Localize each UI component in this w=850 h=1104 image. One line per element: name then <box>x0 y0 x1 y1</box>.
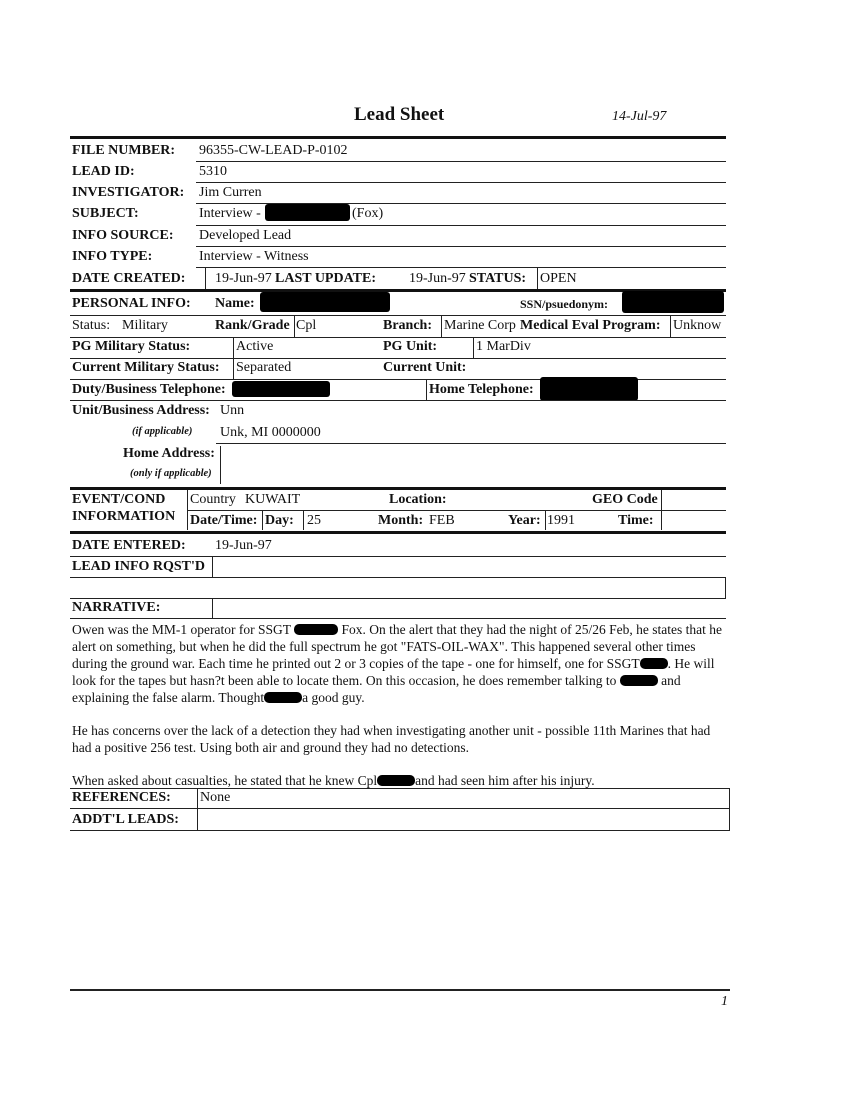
medical-eval-value: Unknow <box>673 318 722 333</box>
day-label: Day: <box>265 513 294 528</box>
redaction-inline <box>264 692 302 703</box>
page-number: 1 <box>721 994 728 1009</box>
info-type-value: Interview - Witness <box>199 249 309 264</box>
if-applicable-note: (if applicable) <box>132 426 193 437</box>
date-entered-label: DATE ENTERED: <box>72 538 186 553</box>
redaction-inline <box>620 675 658 686</box>
pg-unit-label: PG Unit: <box>383 339 438 354</box>
narrative-body <box>72 621 732 805</box>
event-label-line1: EVENT/COND <box>72 492 166 507</box>
subject-label: SUBJECT: <box>72 206 139 221</box>
file-number-label: FILE NUMBER: <box>72 143 176 158</box>
rank-value: Cpl <box>296 318 317 333</box>
footer-rule <box>70 989 730 991</box>
top-rule <box>70 136 726 139</box>
rank-label: Rank/Grade <box>215 318 290 333</box>
addtl-leads-label: ADDT'L LEADS: <box>72 812 179 827</box>
current-status-label: Current Military Status: <box>72 360 220 375</box>
redaction-name <box>260 292 390 312</box>
pg-unit-value: 1 MarDiv <box>476 339 531 354</box>
redaction-subject <box>265 204 350 221</box>
country-value: KUWAIT <box>245 492 301 507</box>
redaction-inline <box>377 775 415 786</box>
lead-id-value: 5310 <box>199 164 227 179</box>
lead-id-label: LEAD ID: <box>72 164 135 179</box>
info-type-label: INFO TYPE: <box>72 249 153 264</box>
last-update-value: 19-Jun-97 <box>409 271 466 286</box>
subject-prefix: Interview - <box>199 206 261 221</box>
home-phone-label: Home Telephone: <box>429 382 534 397</box>
narrative-paragraph-3: When asked about casualties, he stated that he knew Cpl and had seen him after his injury. <box>72 773 595 788</box>
mil-status-label: Status: <box>72 318 111 333</box>
year-label: Year: <box>508 513 541 528</box>
header-date: 14-Jul-97 <box>612 109 667 124</box>
day-value: 25 <box>307 513 321 528</box>
lead-info-rqstd-label: LEAD INFO RQST'D <box>72 559 206 574</box>
narrative-paragraph-2: He has concerns over the lack of a detection they had when investigating another unit - possible 11th Marines that had had a positive 256 test. Using both air and ground they had no detections. <box>72 723 711 755</box>
references-value: None <box>200 790 231 805</box>
narrative-label: NARRATIVE: <box>72 600 161 615</box>
time-label: Time: <box>618 513 654 528</box>
page-title: Lead Sheet <box>354 104 445 125</box>
current-status-value: Separated <box>236 360 292 375</box>
month-label: Month: <box>378 513 424 528</box>
branch-value: Marine Corp <box>444 318 516 333</box>
redaction-ssn <box>622 291 724 313</box>
pg-status-value: Active <box>236 339 274 354</box>
ssn-label: SSN/psuedonym: <box>520 297 609 311</box>
redaction-inline <box>640 658 668 669</box>
duty-phone-label: Duty/Business Telephone: <box>72 382 226 397</box>
subject-suffix: (Fox) <box>352 206 384 221</box>
event-label-line2: INFORMATION <box>72 509 176 524</box>
investigator-label: INVESTIGATOR: <box>72 185 185 200</box>
current-unit-label: Current Unit: <box>383 360 467 375</box>
narrative-paragraph-1: Owen was the MM-1 operator for SSGT Fox. On the alert that they had the night of 25/26 Feb, he states that he alert on something, but when he did the full spectrum he got "FATS-OIL-WAX". This happened several other times during the ground war. Each time he printed out 2 or 3 copies of the tape - one for himself, one for SSGT . He will look for the tapes but hasn?t been able to locate them. On this occasion, he does remember talking to and explaining the false alarm. Thought a good guy. <box>72 622 723 705</box>
status-value: OPEN <box>540 271 577 286</box>
year-value: 1991 <box>547 513 575 528</box>
redaction-home-phone <box>540 377 638 401</box>
medical-eval-label: Medical Eval Program: <box>520 318 661 333</box>
datetime-label: Date/Time: <box>190 513 258 528</box>
references-label: REFERENCES: <box>72 790 171 805</box>
info-source-value: Developed Lead <box>199 228 292 243</box>
only-if-applicable-note: (only if applicable) <box>130 468 212 479</box>
personal-info-label: PERSONAL INFO: <box>72 296 191 311</box>
date-created-value: 19-Jun-97 <box>215 271 272 286</box>
file-number-value: 96355-CW-LEAD-P-0102 <box>199 143 348 158</box>
pg-status-label: PG Military Status: <box>72 339 191 354</box>
location-label: Location: <box>389 492 447 507</box>
unit-address-line1: Unn <box>220 403 245 418</box>
date-entered-value: 19-Jun-97 <box>215 538 272 553</box>
country-label: Country <box>190 492 236 507</box>
geo-code-label: GEO Code <box>592 492 658 507</box>
info-source-label: INFO SOURCE: <box>72 228 174 243</box>
investigator-value: Jim Curren <box>199 185 262 200</box>
last-update-label: LAST UPDATE: <box>275 271 377 286</box>
event-bottom-rule <box>70 531 726 534</box>
redaction-inline <box>294 624 338 635</box>
branch-label: Branch: <box>383 318 432 333</box>
unit-address-label: Unit/Business Address: <box>72 403 210 418</box>
month-value: FEB <box>429 513 455 528</box>
date-created-label: DATE CREATED: <box>72 271 186 286</box>
redaction-duty-phone <box>232 381 330 397</box>
name-label: Name: <box>215 296 255 311</box>
unit-address-line2: Unk, MI 0000000 <box>220 425 321 440</box>
home-address-label: Home Address: <box>123 446 215 461</box>
status-label: STATUS: <box>469 271 527 286</box>
event-top-rule <box>70 487 726 490</box>
mil-status-value: Military <box>122 318 168 333</box>
